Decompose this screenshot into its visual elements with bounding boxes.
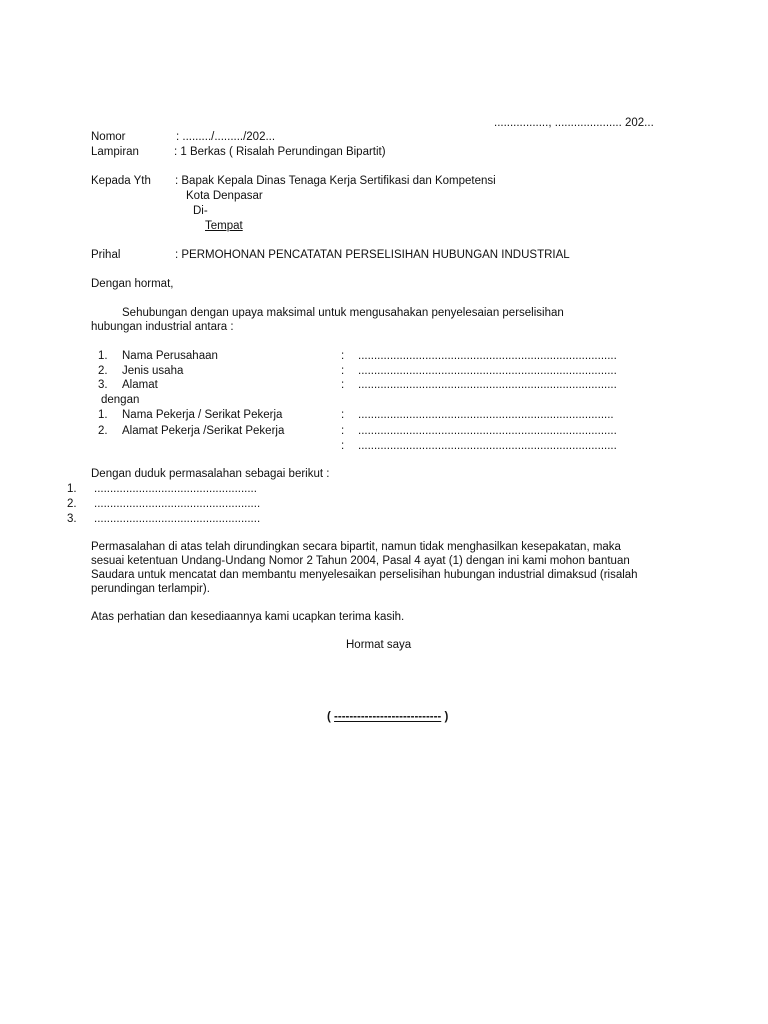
salutation: Dengan hormat,	[91, 278, 174, 290]
worker-num-2: 2.	[98, 425, 108, 437]
kepada-label: Kepada Yth	[91, 175, 151, 187]
worker-label-2: Alamat Pekerja /Serikat Pekerja	[122, 425, 285, 437]
kepada-di: Di-	[193, 205, 208, 217]
worker-dots-1: ................................................................................	[358, 409, 614, 421]
prihal-value: : PERMOHONAN PENCATATAN PERSELISIHAN HUBUNGAN INDUSTRIAL	[175, 249, 570, 261]
company-dots-1: .................................................................................	[358, 350, 617, 362]
duduk-heading: Dengan duduk permasalahan sebagai berikut :	[91, 468, 330, 480]
company-label-2: Jenis usaha	[122, 365, 184, 377]
company-dots-3: .................................................................................	[358, 379, 617, 391]
nomor-label: Nomor	[91, 131, 126, 143]
company-dots-2: .................................................................................	[358, 365, 617, 377]
problem-num-3: 3.	[67, 513, 77, 525]
lampiran-label: Lampiran	[91, 146, 139, 158]
worker-dots-2: .................................................................................	[358, 425, 617, 437]
lampiran-value: : 1 Berkas ( Risalah Perundingan Bipartit)	[174, 146, 386, 158]
problem-dots-2: ....................................................	[94, 498, 261, 510]
dengan-label: dengan	[101, 394, 140, 406]
kepada-value: : Bapak Kepala Dinas Tenaga Kerja Sertifikasi dan Kompetensi	[175, 175, 496, 187]
signature-dashes: ----------------------------	[334, 711, 442, 723]
worker-dots-3: .................................................................................	[358, 440, 617, 452]
kepada-tempat: Tempat	[205, 220, 243, 232]
problem-dots-3: ....................................................	[94, 513, 261, 525]
intro-line-2: hubungan industrial antara :	[91, 321, 234, 333]
intro-line-1: Sehubungan dengan upaya maksimal untuk mengusahakan penyelesaian perselisihan	[122, 307, 564, 319]
company-colon-3: :	[341, 379, 345, 391]
company-colon-1: :	[341, 350, 345, 362]
closing-line-1: Permasalahan di atas telah dirundingkan secara bipartit, namun tidak menghasilkan kesepakatan, maka	[91, 541, 621, 553]
company-colon-2: :	[341, 365, 345, 377]
problem-num-2: 2.	[67, 498, 77, 510]
company-label-3: Alamat	[122, 379, 158, 391]
kepada-city: Kota Denpasar	[186, 190, 263, 202]
closing-line-3: Saudara untuk mencatat dan membantu menyelesaikan perselisihan hubungan industrial dimaksud (risalah	[91, 569, 638, 581]
worker-label-1: Nama Pekerja / Serikat Pekerja	[122, 409, 283, 421]
problem-num-1: 1.	[67, 483, 77, 495]
date-line: ................., ..................... 202...	[494, 117, 654, 129]
worker-colon-1: :	[341, 409, 345, 421]
hormat-saya: Hormat saya	[346, 639, 412, 651]
company-label-1: Nama Perusahaan	[122, 350, 218, 362]
signature-close: )	[441, 711, 449, 723]
company-num-3: 3.	[98, 379, 108, 391]
closing-line-2: sesuai ketentuan Undang-Undang Nomor 2 Tahun 2004, Pasal 4 ayat (1) dengan ini kami mohon bantuan	[91, 555, 630, 567]
prihal-label: Prihal	[91, 249, 121, 261]
company-num-1: 1.	[98, 350, 108, 362]
nomor-value: : ........./........./202...	[176, 131, 276, 143]
worker-colon-2: :	[341, 425, 345, 437]
thanks-line: Atas perhatian dan kesediaannya kami ucapkan terima kasih.	[91, 611, 405, 623]
signature-line	[327, 712, 448, 724]
problem-dots-1: ...................................................	[94, 483, 257, 495]
worker-num-1: 1.	[98, 409, 108, 421]
signature-open: (	[327, 711, 335, 723]
worker-colon-3: :	[341, 440, 345, 452]
closing-line-4: perundingan terlampir).	[91, 583, 210, 595]
company-num-2: 2.	[98, 365, 108, 377]
